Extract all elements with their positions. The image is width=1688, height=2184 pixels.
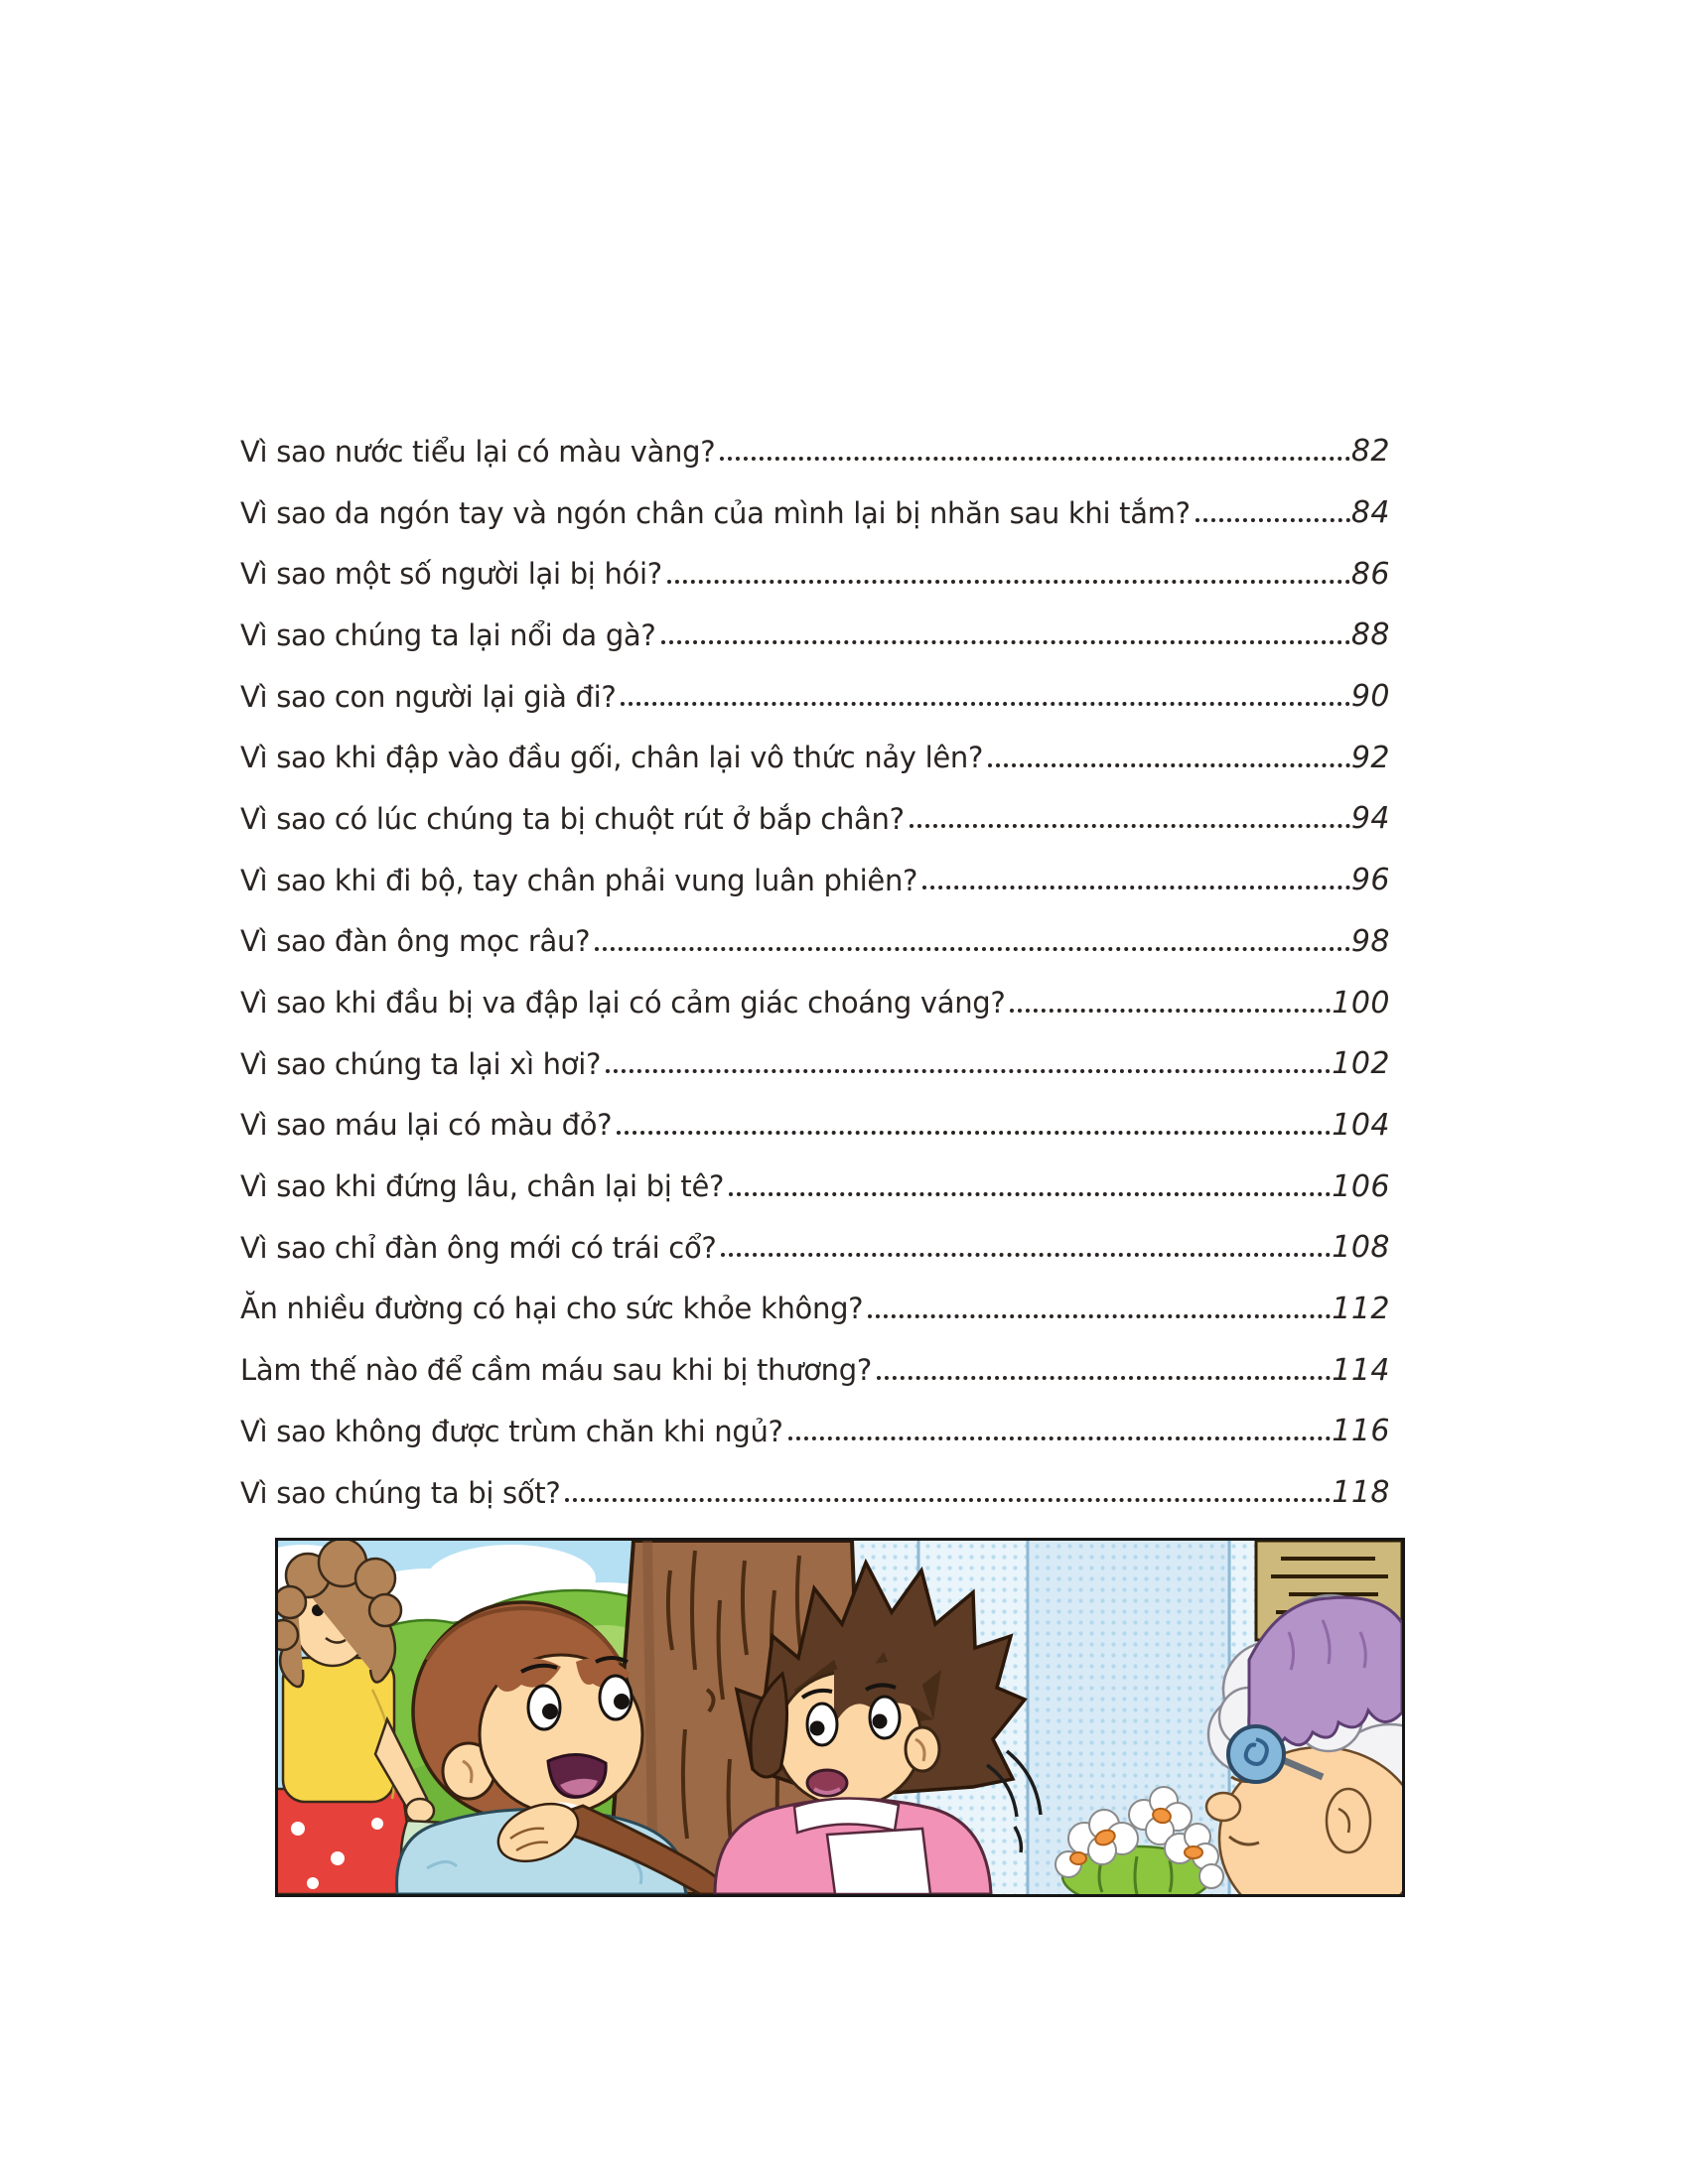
dot-leader [606,1054,1331,1073]
toc-row [240,666,1390,728]
toc-entry-page-number: 106 [1332,1168,1390,1204]
toc-entry-title: Vì sao một số người lại bị hói? [240,557,662,592]
toc-entry-title: Vì sao không được trùm chăn khi ngủ? [240,1414,783,1448]
toc-row [240,972,1390,1033]
toc-entry-page-number: 90 [1350,679,1390,715]
toc-row [240,1217,1390,1279]
toc-entry-page-number: 108 [1332,1230,1390,1266]
dot-leader [868,1299,1331,1318]
toc-entry-title: Vì sao khi đi bộ, tay chân phải vung luân phiên? [240,863,918,897]
toc-entry-title: Vì sao có lúc chúng ta bị chuột rút ở bắp chân? [240,801,905,836]
dot-leader [667,565,1350,584]
toc-entry-page-number: 96 [1350,863,1390,898]
dot-leader [621,687,1349,706]
toc-entry-title: Vì sao đàn ông mọc râu? [240,924,591,959]
dot-leader [595,932,1350,951]
toc-row [240,605,1390,666]
toc-entry-title: Vì sao con người lại già đi? [240,679,617,714]
table-of-contents [240,421,1390,1523]
toc-entry-title: Vì sao máu lại có màu đỏ? [240,1108,613,1143]
toc-row [240,788,1390,850]
comic-illustration [278,1541,1402,1894]
toc-row [240,1339,1390,1401]
toc-entry-title: Ăn nhiều đường có hại cho sức khỏe không? [240,1292,864,1326]
dot-leader [565,1483,1331,1502]
toc-entry-title: Vì sao khi đập vào đầu gối, chân lại vô thức nảy lên? [240,741,984,775]
toc-row [240,850,1390,911]
dot-leader [661,625,1350,644]
toc-list [240,421,1390,1523]
toc-entry-page-number: 86 [1350,556,1390,592]
dot-leader [877,1361,1331,1380]
toc-entry-page-number: 88 [1350,617,1390,653]
comic-illustration-panel [275,1538,1405,1897]
toc-row [240,1401,1390,1462]
toc-row [240,1156,1390,1217]
toc-row [240,911,1390,973]
toc-row [240,482,1390,544]
toc-entry-title: Vì sao da ngón tay và ngón chân của mình lại bị nhăn sau khi tắm? [240,495,1191,530]
toc-entry-title: Vì sao chúng ta lại xì hơi? [240,1046,602,1081]
dot-leader [788,1422,1332,1440]
toc-entry-title: Vì sao chúng ta lại nổi da gà? [240,617,656,652]
dot-leader [922,871,1350,889]
toc-entry-title: Vì sao chúng ta bị sốt? [240,1475,561,1510]
toc-entry-title: Vì sao khi đầu bị va đập lại có cảm giác choáng váng? [240,986,1006,1021]
dot-leader [729,1177,1331,1196]
toc-row [240,421,1390,482]
toc-entry-page-number: 118 [1332,1475,1390,1511]
toc-entry-title: Vì sao nước tiểu lại có màu vàng? [240,434,716,469]
toc-row [240,1033,1390,1095]
toc-row [240,1095,1390,1157]
dot-leader [1010,994,1331,1013]
toc-entry-page-number: 84 [1350,495,1390,531]
dot-leader [617,1116,1331,1135]
toc-row [240,1462,1390,1524]
toc-entry-page-number: 98 [1350,923,1390,959]
dot-leader [721,1238,1331,1257]
dot-leader [988,749,1350,767]
dot-leader [720,442,1349,461]
toc-entry-page-number: 102 [1332,1046,1390,1082]
toc-entry-title: Vì sao khi đứng lâu, chân lại bị tê? [240,1169,725,1204]
toc-entry-page-number: 112 [1332,1291,1390,1326]
toc-entry-title: Làm thế nào để cầm máu sau khi bị thương? [240,1353,872,1388]
toc-entry-page-number: 82 [1350,434,1390,470]
dot-leader [910,809,1350,828]
toc-row [240,727,1390,788]
toc-row [240,1279,1390,1340]
toc-entry-page-number: 116 [1332,1414,1390,1449]
toc-entry-title: Vì sao chỉ đàn ông mới có trái cổ? [240,1230,717,1265]
toc-entry-page-number: 100 [1332,985,1390,1021]
toc-entry-page-number: 94 [1350,801,1390,837]
dot-leader [1196,503,1350,522]
toc-row [240,543,1390,605]
toc-entry-page-number: 104 [1332,1107,1390,1143]
toc-entry-page-number: 114 [1332,1352,1390,1388]
toc-entry-page-number: 92 [1350,740,1390,775]
